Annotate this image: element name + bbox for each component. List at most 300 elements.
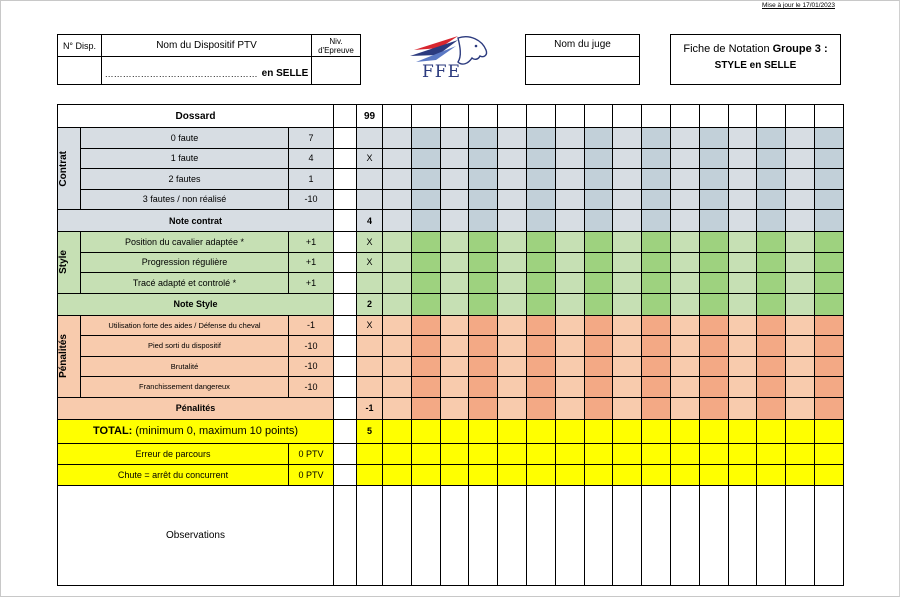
total-slot[interactable] [670,419,699,443]
penalites-slot[interactable] [411,336,440,357]
dossard-slot[interactable] [555,105,584,128]
penalites-slot[interactable] [469,356,498,377]
contrat-note-slot[interactable] [526,210,555,232]
penalites-slot[interactable] [498,315,527,336]
contrat-slot[interactable] [814,189,843,210]
style-slot[interactable] [757,252,786,273]
contrat-mark[interactable]: X [357,148,383,169]
penalites-slot[interactable] [498,377,527,398]
penalites-slot[interactable] [584,356,613,377]
contrat-slot[interactable] [786,148,815,169]
dossard-slot[interactable] [440,105,469,128]
penalites-slot[interactable] [383,315,412,336]
penalites-slot[interactable] [526,356,555,377]
penalites-slot[interactable] [786,315,815,336]
penalites-slot[interactable] [757,356,786,377]
penalites-slot[interactable] [526,336,555,357]
total-slot[interactable] [584,419,613,443]
contrat-slot[interactable] [555,169,584,190]
observations-slot[interactable] [728,485,757,585]
penalites-note-slot[interactable] [383,397,412,419]
total-slot[interactable] [699,419,728,443]
style-slot[interactable] [786,252,815,273]
contrat-slot[interactable] [526,128,555,149]
penalites-note-slot[interactable] [642,397,671,419]
penalites-slot[interactable] [642,356,671,377]
style-note-slot[interactable] [469,293,498,315]
penalites-slot[interactable] [786,356,815,377]
dossard-slot[interactable] [411,105,440,128]
penalites-note-slot[interactable] [555,397,584,419]
contrat-slot[interactable] [411,148,440,169]
total-slot[interactable] [411,419,440,443]
contrat-slot[interactable] [469,169,498,190]
judge-input[interactable] [525,34,640,85]
contrat-slot[interactable] [584,128,613,149]
style-slot[interactable] [613,273,642,294]
extra-slot[interactable] [440,443,469,464]
observations-slot[interactable] [613,485,642,585]
penalites-slot[interactable] [814,315,843,336]
contrat-slot[interactable] [757,128,786,149]
contrat-slot[interactable] [670,189,699,210]
contrat-slot[interactable] [469,189,498,210]
style-slot[interactable] [498,232,527,253]
style-slot[interactable] [411,273,440,294]
contrat-slot[interactable] [642,128,671,149]
penalites-slot[interactable] [642,377,671,398]
contrat-mark[interactable] [357,169,383,190]
level-input[interactable] [311,56,361,85]
dossard-slot[interactable] [383,105,412,128]
contrat-slot[interactable] [814,128,843,149]
observations-slot[interactable] [584,485,613,585]
contrat-note-slot[interactable] [383,210,412,232]
extra-slot[interactable] [786,443,815,464]
penalites-slot[interactable] [584,336,613,357]
contrat-slot[interactable] [526,169,555,190]
total-slot[interactable] [642,419,671,443]
penalites-slot[interactable] [728,336,757,357]
style-slot[interactable] [757,232,786,253]
penalites-note-slot[interactable] [613,397,642,419]
contrat-slot[interactable] [411,169,440,190]
extra-slot[interactable] [670,464,699,485]
extra-slot[interactable] [526,464,555,485]
contrat-slot[interactable] [757,169,786,190]
observations-slot[interactable] [498,485,527,585]
contrat-slot[interactable] [584,189,613,210]
penalites-slot[interactable] [555,377,584,398]
contrat-slot[interactable] [699,148,728,169]
style-slot[interactable] [699,273,728,294]
style-slot[interactable] [498,252,527,273]
extra-slot[interactable] [699,443,728,464]
style-mark[interactable] [357,273,383,294]
contrat-note-slot[interactable] [728,210,757,232]
contrat-slot[interactable] [498,169,527,190]
extra-slot[interactable] [642,443,671,464]
style-slot[interactable] [469,273,498,294]
style-slot[interactable] [469,232,498,253]
contrat-slot[interactable] [383,169,412,190]
total-slot[interactable] [498,419,527,443]
extra-slot[interactable] [498,464,527,485]
contrat-slot[interactable] [699,169,728,190]
style-slot[interactable] [670,273,699,294]
extra-slot[interactable] [613,443,642,464]
style-slot[interactable] [728,273,757,294]
contrat-slot[interactable] [814,169,843,190]
style-note-slot[interactable] [584,293,613,315]
extra-slot[interactable] [526,443,555,464]
contrat-note-slot[interactable] [440,210,469,232]
contrat-slot[interactable] [786,189,815,210]
penalites-slot[interactable] [814,377,843,398]
penalites-note-slot[interactable] [786,397,815,419]
contrat-slot[interactable] [670,128,699,149]
contrat-note-slot[interactable] [699,210,728,232]
extra-slot[interactable] [786,464,815,485]
dossard-slot[interactable] [642,105,671,128]
contrat-slot[interactable] [555,128,584,149]
penalites-slot[interactable] [613,336,642,357]
contrat-slot[interactable] [786,128,815,149]
contrat-slot[interactable] [613,169,642,190]
contrat-slot[interactable] [411,128,440,149]
dossard-slot[interactable] [498,105,527,128]
penalites-note-slot[interactable] [498,397,527,419]
extra-slot[interactable] [642,464,671,485]
contrat-slot[interactable] [526,189,555,210]
style-slot[interactable] [411,232,440,253]
dossard-slot[interactable] [584,105,613,128]
style-slot[interactable] [786,232,815,253]
extra-slot[interactable] [613,464,642,485]
disp-input[interactable] [57,56,102,85]
style-mark[interactable]: X [357,252,383,273]
style-slot[interactable] [670,252,699,273]
style-note-slot[interactable] [440,293,469,315]
penalites-slot[interactable] [699,356,728,377]
penalites-note-slot[interactable] [757,397,786,419]
penalites-slot[interactable] [469,336,498,357]
extra-mark[interactable] [357,464,383,485]
contrat-slot[interactable] [498,128,527,149]
penalites-slot[interactable] [411,315,440,336]
style-slot[interactable] [728,232,757,253]
extra-slot[interactable] [555,443,584,464]
style-slot[interactable] [526,252,555,273]
total-slot[interactable] [469,419,498,443]
style-slot[interactable] [555,252,584,273]
penalites-note-slot[interactable] [440,397,469,419]
contrat-slot[interactable] [383,189,412,210]
style-slot[interactable] [670,232,699,253]
penalites-slot[interactable] [699,315,728,336]
penalites-slot[interactable] [469,315,498,336]
contrat-slot[interactable] [584,148,613,169]
extra-slot[interactable] [728,464,757,485]
contrat-note-slot[interactable] [584,210,613,232]
style-slot[interactable] [383,273,412,294]
penalites-slot[interactable] [526,315,555,336]
dossard-slot[interactable] [757,105,786,128]
penalites-slot[interactable] [411,356,440,377]
style-slot[interactable] [383,252,412,273]
observations-slot[interactable] [786,485,815,585]
contrat-note-slot[interactable] [786,210,815,232]
dossard-slot[interactable] [469,105,498,128]
extra-slot[interactable] [699,464,728,485]
style-slot[interactable] [440,232,469,253]
contrat-slot[interactable] [411,189,440,210]
extra-slot[interactable] [584,464,613,485]
style-note-slot[interactable] [642,293,671,315]
penalites-slot[interactable] [814,336,843,357]
observations-slot[interactable] [411,485,440,585]
contrat-slot[interactable] [469,128,498,149]
penalites-slot[interactable] [440,356,469,377]
penalites-slot[interactable] [786,377,815,398]
contrat-note-slot[interactable] [411,210,440,232]
penalites-slot[interactable] [383,336,412,357]
penalites-note-slot[interactable] [584,397,613,419]
contrat-slot[interactable] [699,128,728,149]
extra-slot[interactable] [469,443,498,464]
penalites-slot[interactable] [642,315,671,336]
total-slot[interactable] [383,419,412,443]
penalites-slot[interactable] [498,356,527,377]
contrat-slot[interactable] [613,128,642,149]
contrat-slot[interactable] [699,189,728,210]
penalites-slot[interactable] [440,377,469,398]
contrat-slot[interactable] [440,148,469,169]
contrat-slot[interactable] [498,189,527,210]
style-slot[interactable] [440,273,469,294]
penalites-note-slot[interactable] [469,397,498,419]
style-slot[interactable] [814,232,843,253]
style-slot[interactable] [814,273,843,294]
contrat-mark[interactable] [357,128,383,149]
contrat-slot[interactable] [613,189,642,210]
style-note-slot[interactable] [498,293,527,315]
extra-slot[interactable] [728,443,757,464]
style-slot[interactable] [699,232,728,253]
style-note-slot[interactable] [757,293,786,315]
penalites-slot[interactable] [440,315,469,336]
observations-slot[interactable] [699,485,728,585]
dossard-slot[interactable] [728,105,757,128]
contrat-slot[interactable] [613,148,642,169]
style-slot[interactable] [469,252,498,273]
style-slot[interactable] [786,273,815,294]
total-slot[interactable] [613,419,642,443]
penalites-slot[interactable] [670,315,699,336]
extra-slot[interactable] [440,464,469,485]
penalites-slot[interactable] [440,336,469,357]
observations-slot[interactable] [555,485,584,585]
penalites-slot[interactable] [555,315,584,336]
extra-slot[interactable] [469,464,498,485]
contrat-slot[interactable] [440,189,469,210]
penalites-slot[interactable] [613,377,642,398]
dossard-slot[interactable] [814,105,843,128]
observations-slot[interactable] [526,485,555,585]
contrat-slot[interactable] [469,148,498,169]
observations-slot[interactable] [642,485,671,585]
penalites-mark[interactable] [357,377,383,398]
extra-slot[interactable] [670,443,699,464]
observations-slot[interactable] [670,485,699,585]
style-slot[interactable] [728,252,757,273]
penalites-slot[interactable] [728,356,757,377]
style-slot[interactable] [584,273,613,294]
penalites-mark[interactable] [357,356,383,377]
penalites-slot[interactable] [699,336,728,357]
penalites-slot[interactable] [670,336,699,357]
contrat-slot[interactable] [642,148,671,169]
contrat-slot[interactable] [584,169,613,190]
contrat-note-slot[interactable] [469,210,498,232]
total-slot[interactable] [526,419,555,443]
style-note-slot[interactable] [526,293,555,315]
dossard-slot[interactable] [613,105,642,128]
total-slot[interactable] [757,419,786,443]
penalites-slot[interactable] [786,336,815,357]
total-slot[interactable] [440,419,469,443]
extra-slot[interactable] [757,443,786,464]
dossard-slot[interactable] [699,105,728,128]
penalites-slot[interactable] [728,377,757,398]
style-slot[interactable] [584,232,613,253]
style-note-slot[interactable] [411,293,440,315]
extra-slot[interactable] [411,464,440,485]
penalites-mark[interactable] [357,336,383,357]
total-slot[interactable] [728,419,757,443]
contrat-slot[interactable] [786,169,815,190]
style-slot[interactable] [440,252,469,273]
style-slot[interactable] [526,232,555,253]
total-slot[interactable] [814,419,843,443]
penalites-note-slot[interactable] [699,397,728,419]
penalites-note-slot[interactable] [526,397,555,419]
contrat-slot[interactable] [728,169,757,190]
penalites-slot[interactable] [757,336,786,357]
style-slot[interactable] [642,273,671,294]
style-note-slot[interactable] [786,293,815,315]
penalites-slot[interactable] [670,356,699,377]
contrat-slot[interactable] [555,148,584,169]
style-mark[interactable]: X [357,232,383,253]
contrat-slot[interactable] [670,169,699,190]
contrat-slot[interactable] [814,148,843,169]
dossard-slot[interactable] [670,105,699,128]
penalites-slot[interactable] [757,377,786,398]
penalites-mark[interactable]: X [357,315,383,336]
observations-slot[interactable] [383,485,412,585]
contrat-slot[interactable] [728,128,757,149]
extra-slot[interactable] [411,443,440,464]
contrat-note-slot[interactable] [757,210,786,232]
observations-slot[interactable] [357,485,383,585]
contrat-slot[interactable] [440,169,469,190]
contrat-slot[interactable] [728,148,757,169]
contrat-slot[interactable] [670,148,699,169]
contrat-slot[interactable] [642,169,671,190]
penalites-slot[interactable] [814,356,843,377]
penalites-slot[interactable] [555,336,584,357]
penalites-slot[interactable] [584,315,613,336]
extra-slot[interactable] [757,464,786,485]
observations-slot[interactable] [757,485,786,585]
contrat-slot[interactable] [383,128,412,149]
penalites-slot[interactable] [584,377,613,398]
style-slot[interactable] [757,273,786,294]
extra-slot[interactable] [383,464,412,485]
penalites-slot[interactable] [526,377,555,398]
penalites-slot[interactable] [728,315,757,336]
dossard-slot[interactable] [526,105,555,128]
style-note-slot[interactable] [670,293,699,315]
extra-slot[interactable] [814,464,843,485]
contrat-slot[interactable] [728,189,757,210]
extra-slot[interactable] [555,464,584,485]
penalites-slot[interactable] [642,336,671,357]
contrat-note-slot[interactable] [555,210,584,232]
observations-slot[interactable] [814,485,843,585]
style-slot[interactable] [411,252,440,273]
style-slot[interactable] [642,232,671,253]
total-slot[interactable] [555,419,584,443]
contrat-slot[interactable] [383,148,412,169]
style-note-slot[interactable] [728,293,757,315]
style-slot[interactable] [613,232,642,253]
contrat-slot[interactable] [526,148,555,169]
penalites-slot[interactable] [757,315,786,336]
contrat-slot[interactable] [555,189,584,210]
observations-slot[interactable] [469,485,498,585]
contrat-slot[interactable] [642,189,671,210]
dossard-slot[interactable] [786,105,815,128]
extra-slot[interactable] [498,443,527,464]
penalites-slot[interactable] [699,377,728,398]
penalites-slot[interactable] [411,377,440,398]
style-slot[interactable] [642,252,671,273]
penalites-slot[interactable] [383,356,412,377]
style-note-slot[interactable] [555,293,584,315]
extra-mark[interactable] [357,443,383,464]
penalites-note-slot[interactable] [670,397,699,419]
style-slot[interactable] [699,252,728,273]
style-slot[interactable] [584,252,613,273]
contrat-note-slot[interactable] [814,210,843,232]
style-note-slot[interactable] [699,293,728,315]
penalites-note-slot[interactable] [814,397,843,419]
style-slot[interactable] [526,273,555,294]
contrat-note-slot[interactable] [670,210,699,232]
style-slot[interactable] [383,232,412,253]
style-slot[interactable] [555,273,584,294]
style-note-slot[interactable] [613,293,642,315]
contrat-note-slot[interactable] [498,210,527,232]
contrat-slot[interactable] [757,189,786,210]
contrat-mark[interactable] [357,189,383,210]
penalites-slot[interactable] [383,377,412,398]
penalites-note-slot[interactable] [411,397,440,419]
penalites-slot[interactable] [613,356,642,377]
name-input[interactable] [101,56,312,85]
